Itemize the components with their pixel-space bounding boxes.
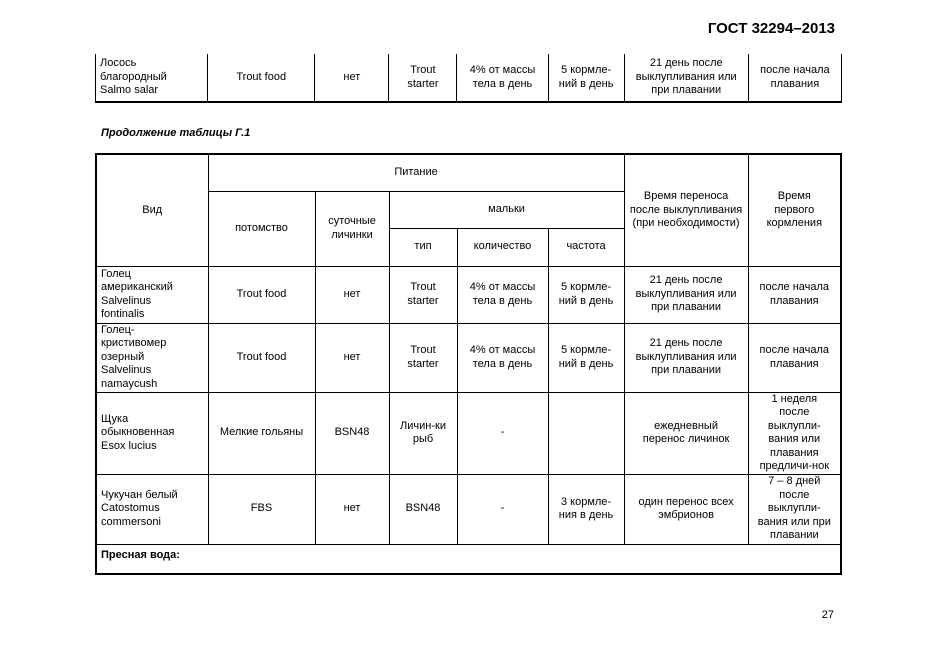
fry-quantity-cell: 4% от массы тела в день — [457, 323, 548, 392]
table-row — [96, 266, 841, 323]
fry-frequency-cell: 5 кормле- ний в день — [548, 266, 624, 323]
table-row — [96, 323, 841, 392]
fry-quantity-cell: - — [457, 474, 548, 544]
table-row — [96, 474, 841, 544]
fry-frequency-cell: 5 кормле- ний в день — [548, 54, 624, 102]
species-cell: Щука обыкновенная Esox lucius — [96, 392, 208, 474]
previous-table-fragment — [95, 54, 842, 103]
fry-type-cell: Trout starter — [389, 266, 457, 323]
col-header-larvae: суточные личинки — [315, 191, 389, 266]
larvae-cell: нет — [315, 54, 389, 102]
fry-frequency-cell: 3 кормле- ния в день — [548, 474, 624, 544]
section-row — [96, 544, 841, 574]
page-number: 27 — [821, 609, 834, 621]
col-header-fry: мальки — [389, 191, 624, 228]
first-feeding-cell: после начала плавания — [748, 54, 841, 102]
offspring-cell: FBS — [208, 474, 315, 544]
fry-type-cell: Личин-ки рыб — [389, 392, 457, 474]
table-caption: Продолжение таблицы Г.1 — [101, 127, 251, 139]
offspring-cell: Trout food — [208, 54, 315, 102]
larvae-cell: BSN48 — [315, 392, 389, 474]
col-header-offspring: потомство — [208, 191, 315, 266]
larvae-cell: нет — [315, 266, 389, 323]
transfer-time-cell: 21 день после выклупливания или при плавании — [624, 266, 748, 323]
col-header-type: тип — [389, 228, 457, 266]
species-cell: Голец- кристивомер озерный Salvelinus namaycush — [96, 323, 208, 392]
header-row — [96, 154, 841, 191]
col-header-transfer: Время переноса после выклупливания (при необходимости) — [624, 154, 748, 266]
fry-frequency-cell: 5 кормле- ний в день — [548, 323, 624, 392]
fry-type-cell: Trout starter — [389, 54, 457, 102]
offspring-cell: Trout food — [208, 323, 315, 392]
transfer-time-cell: 21 день после выклупливания или при плавании — [624, 323, 748, 392]
first-feeding-cell: 1 неделя после выклупли- вания или плавания предличи-нок — [748, 392, 841, 474]
table-row — [96, 54, 842, 102]
transfer-time-cell: ежедневный перенос личинок — [624, 392, 748, 474]
table-row — [96, 392, 841, 474]
fry-quantity-cell: 4% от массы тела в день — [457, 54, 548, 102]
transfer-time-cell: один перенос всех эмбрионов — [624, 474, 748, 544]
species-cell: Чукучан белый Catostomus commersoni — [96, 474, 208, 544]
first-feeding-cell: после начала плавания — [748, 323, 841, 392]
col-header-species: Вид — [96, 154, 208, 266]
col-header-feeding: Питание — [208, 154, 624, 191]
first-feeding-cell: 7 – 8 дней после выклупли- вания или при плавании — [748, 474, 841, 544]
feeding-table — [95, 153, 842, 575]
fry-type-cell: BSN48 — [389, 474, 457, 544]
larvae-cell: нет — [315, 474, 389, 544]
fresh-water-section: Пресная вода: — [96, 544, 841, 574]
col-header-first-feeding: Время первого кормления — [748, 154, 841, 266]
fry-quantity-cell: 4% от массы тела в день — [457, 266, 548, 323]
fry-frequency-cell — [548, 392, 624, 474]
fry-type-cell: Trout starter — [389, 323, 457, 392]
offspring-cell: Мелкие гольяны — [208, 392, 315, 474]
species-cell: Лосось благородный Salmo salar — [96, 54, 208, 102]
col-header-quantity: количество — [457, 228, 548, 266]
fry-quantity-cell: - — [457, 392, 548, 474]
transfer-time-cell: 21 день после выклупливания или при плавании — [624, 54, 748, 102]
standard-header: ГОСТ 32294–2013 — [707, 20, 835, 37]
offspring-cell: Trout food — [208, 266, 315, 323]
species-cell: Голец американский Salvelinus fontinalis — [96, 266, 208, 323]
first-feeding-cell: после начала плавания — [748, 266, 841, 323]
larvae-cell: нет — [315, 323, 389, 392]
col-header-frequency: частота — [548, 228, 624, 266]
